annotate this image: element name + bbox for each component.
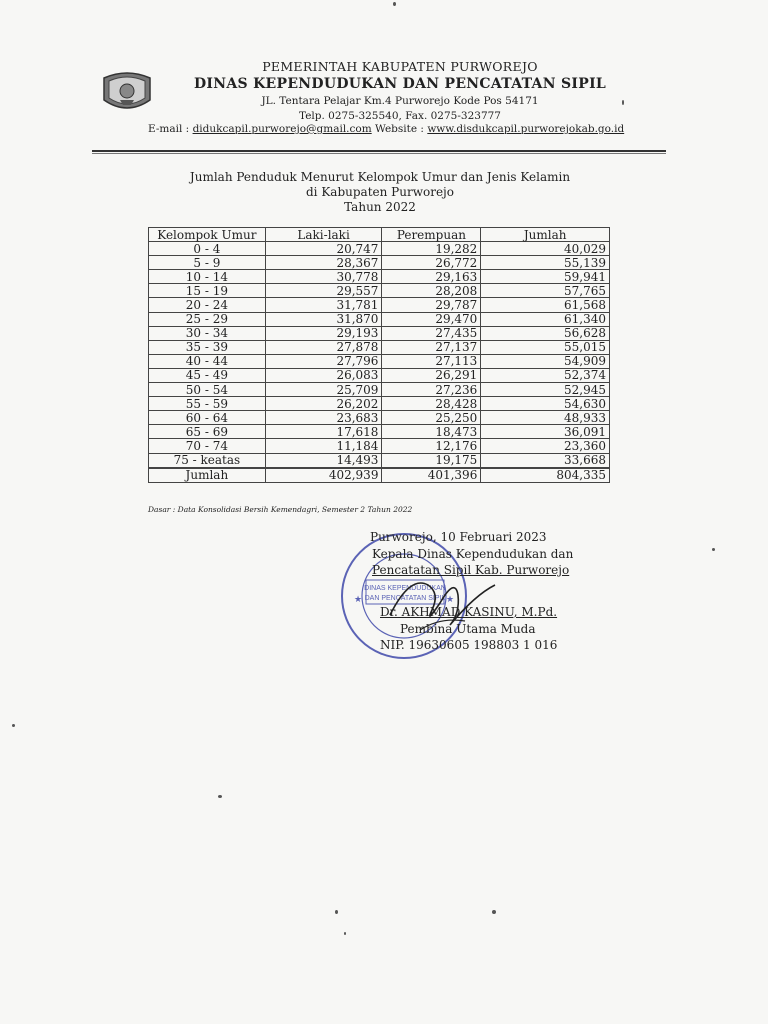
- letterhead-divider: [92, 150, 666, 152]
- table-header-row: [149, 228, 610, 242]
- total-count-cell: 54,909: [481, 354, 610, 368]
- source-note: Dasar : Data Konsolidasi Bersih Kemendagri, Semester 2 Tahun 2022: [148, 505, 413, 514]
- table-row: [149, 284, 610, 298]
- male-count-cell: 30,778: [265, 270, 382, 284]
- age-group-cell: 50 - 54: [149, 383, 266, 397]
- male-count-cell: 26,083: [265, 368, 382, 382]
- website-label: Website :: [375, 123, 424, 135]
- male-count-cell: 29,557: [265, 284, 382, 298]
- signature-name-text: Dr. AKHMAD KASINU, M.Pd.: [380, 605, 558, 619]
- female-count-cell: 29,787: [382, 298, 481, 312]
- total-age-group-cell: Jumlah: [149, 468, 266, 483]
- female-count-cell: 28,208: [382, 284, 481, 298]
- table-row: [149, 453, 610, 468]
- total-count-cell: 40,029: [481, 242, 610, 256]
- table-row: [149, 340, 610, 354]
- table-row: [149, 368, 610, 382]
- table-row: [149, 242, 610, 256]
- age-group-cell: 10 - 14: [149, 270, 266, 284]
- table-subtitle: di Kabupaten Purworejo: [306, 185, 454, 199]
- stamp-text-2: DAN PENCATATAN SIPIL: [364, 595, 446, 602]
- age-group-cell: 60 - 64: [149, 411, 266, 425]
- total-count-cell: 36,091: [481, 425, 610, 439]
- female-count-cell: 28,428: [382, 397, 481, 411]
- female-count-cell: 19,175: [382, 453, 481, 468]
- male-count-cell: 31,781: [265, 298, 382, 312]
- scan-speck: [218, 795, 222, 798]
- male-count-cell: 26,202: [265, 397, 382, 411]
- male-count-cell: 20,747: [265, 242, 382, 256]
- scan-speck: [12, 724, 15, 727]
- female-count-cell: 29,163: [382, 270, 481, 284]
- svg-text:★: ★: [446, 595, 455, 605]
- total-count-cell: 55,015: [481, 340, 610, 354]
- age-group-cell: 20 - 24: [149, 298, 266, 312]
- total-count-cell: 52,945: [481, 383, 610, 397]
- header-age-group: Kelompok Umur: [149, 228, 266, 242]
- table-row: [149, 270, 610, 284]
- age-group-cell: 70 - 74: [149, 439, 266, 453]
- stamp-text-1: DINAS KEPENDUDUKAN: [364, 585, 446, 592]
- age-group-cell: 5 - 9: [149, 256, 266, 270]
- female-count-cell: 27,137: [382, 340, 481, 354]
- total-count-cell: 54,630: [481, 397, 610, 411]
- signature-rank: Pembina Utama Muda: [400, 622, 536, 636]
- total-count-cell: 48,933: [481, 411, 610, 425]
- signature-position-2-text: Pencatatan Sipil Kab. Purworejo: [372, 563, 570, 577]
- total-count-cell: 61,340: [481, 312, 610, 326]
- scan-speck: [492, 910, 496, 914]
- male-count-cell: 29,193: [265, 326, 382, 340]
- age-group-cell: 0 - 4: [149, 242, 266, 256]
- female-count-cell: 27,435: [382, 326, 481, 340]
- email-label: E-mail :: [148, 123, 190, 135]
- male-count-cell: 17,618: [265, 425, 382, 439]
- table-row: [149, 326, 610, 340]
- female-count-cell: 29,470: [382, 312, 481, 326]
- male-count-cell: 14,493: [265, 453, 382, 468]
- header-female: Perempuan: [382, 228, 481, 242]
- total-count-cell: 59,941: [481, 270, 610, 284]
- table-year: Tahun 2022: [344, 200, 416, 214]
- female-count-cell: 27,236: [382, 383, 481, 397]
- handwritten-signature-icon: [380, 555, 500, 645]
- male-count-cell: 23,683: [265, 411, 382, 425]
- female-count-cell: 27,113: [382, 354, 481, 368]
- table-row: [149, 256, 610, 270]
- male-count-cell: 25,709: [265, 383, 382, 397]
- header-male: Laki-laki: [265, 228, 382, 242]
- table-row: [149, 383, 610, 397]
- website-link[interactable]: www.disdukcapil.purworejokab.go.id: [427, 123, 625, 135]
- female-count-cell: 19,282: [382, 242, 481, 256]
- age-group-cell: 40 - 44: [149, 354, 266, 368]
- signature-place-date: Purworejo, 10 Februari 2023: [370, 530, 547, 544]
- signature-position-1: Kepala Dinas Kependudukan dan: [372, 547, 574, 561]
- scan-speck: [712, 548, 715, 551]
- letterhead-divider-thin: [92, 153, 666, 154]
- age-group-cell: 30 - 34: [149, 326, 266, 340]
- total-count-cell: 33,668: [481, 453, 610, 468]
- scan-speck: [622, 100, 624, 105]
- scan-speck: [335, 910, 338, 914]
- male-count-cell: 31,870: [265, 312, 382, 326]
- signature-nip: NIP. 19630605 198803 1 016: [380, 638, 558, 652]
- table-row: [149, 354, 610, 368]
- total-count-cell: 23,360: [481, 439, 610, 453]
- total-count-cell: 57,765: [481, 284, 610, 298]
- total-female-count-cell: 401,396: [382, 468, 481, 483]
- age-group-cell: 15 - 19: [149, 284, 266, 298]
- letterhead-phone: Telp. 0275-325540, Fax. 0275-323777: [299, 110, 501, 122]
- population-table: [148, 227, 610, 483]
- table-row: [149, 425, 610, 439]
- table-row: [149, 411, 610, 425]
- email-link[interactable]: didukcapil.purworejo@gmail.com: [192, 123, 372, 135]
- female-count-cell: 18,473: [382, 425, 481, 439]
- age-group-cell: 75 - keatas: [149, 453, 266, 468]
- male-count-cell: 27,796: [265, 354, 382, 368]
- female-count-cell: 26,772: [382, 256, 481, 270]
- table-row: [149, 312, 610, 326]
- female-count-cell: 12,176: [382, 439, 481, 453]
- male-count-cell: 27,878: [265, 340, 382, 354]
- male-count-cell: 11,184: [265, 439, 382, 453]
- letterhead-government: PEMERINTAH KABUPATEN PURWOREJO: [262, 59, 538, 74]
- total-count-cell: 55,139: [481, 256, 610, 270]
- age-group-cell: 35 - 39: [149, 340, 266, 354]
- scan-speck: [344, 932, 346, 935]
- letterhead-address: JL. Tentara Pelajar Km.4 Purworejo Kode Pos 54171: [261, 95, 539, 107]
- female-count-cell: 25,250: [382, 411, 481, 425]
- header-total: Jumlah: [481, 228, 610, 242]
- total-total-count-cell: 804,335: [481, 468, 610, 483]
- table-total-row: [149, 468, 610, 483]
- table-row: [149, 439, 610, 453]
- scan-speck: [393, 2, 396, 6]
- age-group-cell: 55 - 59: [149, 397, 266, 411]
- age-group-cell: 45 - 49: [149, 368, 266, 382]
- total-count-cell: 52,374: [481, 368, 610, 382]
- table-row: [149, 397, 610, 411]
- age-group-cell: 65 - 69: [149, 425, 266, 439]
- svg-text:★: ★: [354, 595, 363, 605]
- letterhead-contact: [148, 123, 624, 135]
- total-male-count-cell: 402,939: [265, 468, 382, 483]
- total-count-cell: 61,568: [481, 298, 610, 312]
- male-count-cell: 28,367: [265, 256, 382, 270]
- total-count-cell: 56,628: [481, 326, 610, 340]
- table-row: [149, 298, 610, 312]
- letterhead-agency: DINAS KEPENDUDUKAN DAN PENCATATAN SIPIL: [193, 76, 607, 92]
- age-group-cell: 25 - 29: [149, 312, 266, 326]
- table-title: Jumlah Penduduk Menurut Kelompok Umur dan Jenis Kelamin: [189, 170, 571, 184]
- female-count-cell: 26,291: [382, 368, 481, 382]
